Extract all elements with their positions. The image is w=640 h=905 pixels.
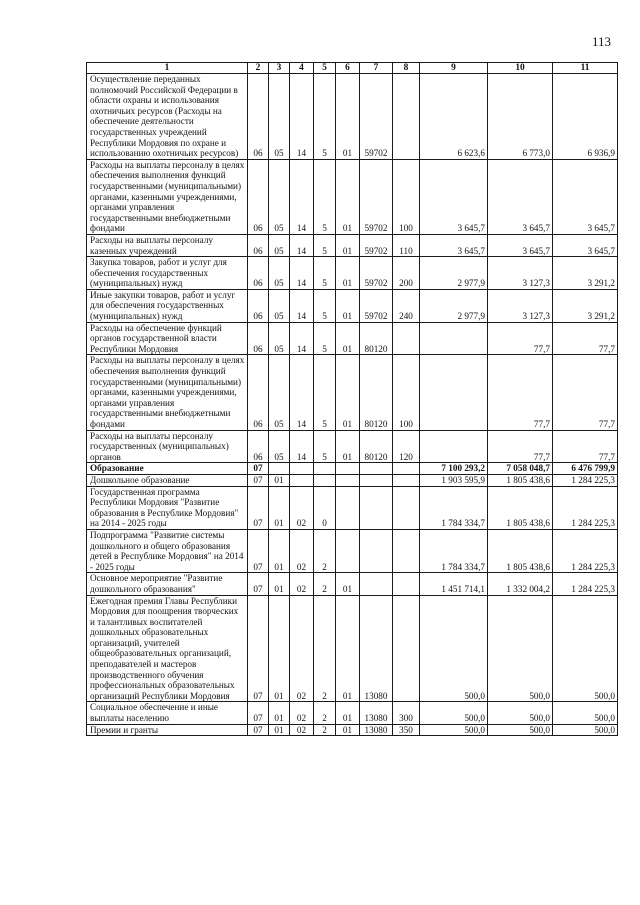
code-cell: 07 bbox=[248, 486, 269, 529]
amount-cell: 500,0 bbox=[420, 702, 488, 724]
code-cell: 05 bbox=[269, 159, 290, 234]
code-cell: 01 bbox=[269, 702, 290, 724]
code-cell: 01 bbox=[336, 74, 360, 160]
code-cell: 01 bbox=[269, 724, 290, 736]
code-cell: 01 bbox=[269, 529, 290, 572]
table-row bbox=[87, 573, 618, 595]
table-row bbox=[87, 595, 618, 702]
table-row bbox=[87, 463, 618, 475]
code-cell: 02 bbox=[290, 724, 314, 736]
header-cell: 10 bbox=[488, 63, 553, 74]
code-cell bbox=[336, 529, 360, 572]
code-cell: 06 bbox=[248, 289, 269, 322]
code-cell: 05 bbox=[269, 430, 290, 463]
code-cell: 13080 bbox=[360, 724, 393, 736]
amount-cell: 500,0 bbox=[420, 595, 488, 702]
code-cell: 01 bbox=[336, 322, 360, 355]
amount-cell: 1 451 714,1 bbox=[420, 573, 488, 595]
code-cell: 100 bbox=[393, 159, 420, 234]
code-cell: 07 bbox=[248, 724, 269, 736]
table-row bbox=[87, 322, 618, 355]
amount-cell: 77,7 bbox=[553, 355, 618, 430]
code-cell: 01 bbox=[336, 289, 360, 322]
code-cell: 80120 bbox=[360, 355, 393, 430]
header-cell: 11 bbox=[553, 63, 618, 74]
amount-cell: 6 476 799,9 bbox=[553, 463, 618, 475]
code-cell bbox=[336, 474, 360, 486]
amount-cell bbox=[420, 322, 488, 355]
code-cell bbox=[393, 529, 420, 572]
row-name-cell: Премии и гранты bbox=[87, 724, 248, 736]
code-cell: 5 bbox=[314, 355, 336, 430]
code-cell: 01 bbox=[336, 595, 360, 702]
code-cell: 07 bbox=[248, 702, 269, 724]
code-cell: 07 bbox=[248, 463, 269, 475]
amount-cell: 6 623,6 bbox=[420, 74, 488, 160]
code-cell bbox=[360, 463, 393, 475]
code-cell: 02 bbox=[290, 486, 314, 529]
header-cell: 9 bbox=[420, 63, 488, 74]
amount-cell: 77,7 bbox=[553, 430, 618, 463]
code-cell: 59702 bbox=[360, 289, 393, 322]
code-cell: 2 bbox=[314, 702, 336, 724]
code-cell: 80120 bbox=[360, 322, 393, 355]
code-cell: 14 bbox=[290, 430, 314, 463]
row-name-cell: Закупка товаров, работ и услуг для обеспечения государственных (муниципальных) нужд bbox=[87, 257, 248, 290]
code-cell: 01 bbox=[336, 257, 360, 290]
code-cell: 01 bbox=[269, 486, 290, 529]
code-cell bbox=[360, 529, 393, 572]
table-row bbox=[87, 257, 618, 290]
code-cell: 2 bbox=[314, 595, 336, 702]
header-cell: 5 bbox=[314, 63, 336, 74]
code-cell: 05 bbox=[269, 257, 290, 290]
code-cell: 14 bbox=[290, 257, 314, 290]
code-cell: 01 bbox=[269, 474, 290, 486]
amount-cell: 3 291,2 bbox=[553, 289, 618, 322]
code-cell: 5 bbox=[314, 257, 336, 290]
code-cell: 06 bbox=[248, 355, 269, 430]
code-cell: 01 bbox=[336, 355, 360, 430]
table-header-row bbox=[87, 63, 618, 74]
row-name-cell: Социальное обеспечение и иные выплаты населению bbox=[87, 702, 248, 724]
amount-cell: 1 332 004,2 bbox=[488, 573, 553, 595]
amount-cell bbox=[420, 430, 488, 463]
code-cell bbox=[393, 595, 420, 702]
budget-table bbox=[86, 62, 618, 736]
code-cell: 06 bbox=[248, 430, 269, 463]
code-cell bbox=[269, 463, 290, 475]
code-cell: 01 bbox=[336, 724, 360, 736]
code-cell bbox=[393, 74, 420, 160]
code-cell: 05 bbox=[269, 289, 290, 322]
code-cell: 07 bbox=[248, 573, 269, 595]
code-cell: 2 bbox=[314, 573, 336, 595]
code-cell bbox=[314, 474, 336, 486]
code-cell: 200 bbox=[393, 257, 420, 290]
code-cell: 14 bbox=[290, 289, 314, 322]
amount-cell: 500,0 bbox=[553, 702, 618, 724]
code-cell bbox=[393, 474, 420, 486]
code-cell: 14 bbox=[290, 355, 314, 430]
table-row bbox=[87, 74, 618, 160]
code-cell bbox=[360, 486, 393, 529]
row-name-cell: Дошкольное образование bbox=[87, 474, 248, 486]
code-cell: 01 bbox=[336, 234, 360, 256]
code-cell: 05 bbox=[269, 355, 290, 430]
amount-cell: 500,0 bbox=[488, 724, 553, 736]
amount-cell: 3 127,3 bbox=[488, 257, 553, 290]
code-cell: 350 bbox=[393, 724, 420, 736]
code-cell: 05 bbox=[269, 74, 290, 160]
code-cell: 14 bbox=[290, 159, 314, 234]
header-cell: 3 bbox=[269, 63, 290, 74]
row-name-cell: Основное мероприятие "Развитие дошкольного образования" bbox=[87, 573, 248, 595]
table-row bbox=[87, 724, 618, 736]
page-number: 113 bbox=[592, 34, 612, 49]
code-cell: 06 bbox=[248, 159, 269, 234]
code-cell: 13080 bbox=[360, 702, 393, 724]
code-cell: 59702 bbox=[360, 234, 393, 256]
row-name-cell: Образование bbox=[87, 463, 248, 475]
amount-cell: 1 784 334,7 bbox=[420, 529, 488, 572]
amount-cell: 7 058 048,7 bbox=[488, 463, 553, 475]
code-cell: 2 bbox=[314, 724, 336, 736]
code-cell: 06 bbox=[248, 74, 269, 160]
amount-cell: 2 977,9 bbox=[420, 257, 488, 290]
amount-cell bbox=[420, 355, 488, 430]
table-row bbox=[87, 702, 618, 724]
table-row bbox=[87, 474, 618, 486]
row-name-cell: Государственная программа Республики Мордовия "Развитие образования в Республике Мордовия" на 2014 - 2025 годы bbox=[87, 486, 248, 529]
code-cell: 13080 bbox=[360, 595, 393, 702]
code-cell: 59702 bbox=[360, 74, 393, 160]
table-row bbox=[87, 159, 618, 234]
amount-cell: 1 805 438,6 bbox=[488, 474, 553, 486]
code-cell bbox=[360, 474, 393, 486]
code-cell: 14 bbox=[290, 74, 314, 160]
header-cell: 4 bbox=[290, 63, 314, 74]
code-cell: 07 bbox=[248, 474, 269, 486]
amount-cell: 1 284 225,3 bbox=[553, 529, 618, 572]
row-name-cell: Расходы на выплаты персоналу в целях обеспечения выполнения функций государственными (муниципальными) органами, казенными учреждениями, органами управления государственными внебюджетными фондами bbox=[87, 159, 248, 234]
code-cell: 06 bbox=[248, 322, 269, 355]
code-cell: 240 bbox=[393, 289, 420, 322]
amount-cell: 3 645,7 bbox=[488, 234, 553, 256]
amount-cell: 7 100 293,2 bbox=[420, 463, 488, 475]
code-cell: 2 bbox=[314, 529, 336, 572]
table-body bbox=[87, 63, 618, 736]
amount-cell: 1 784 334,7 bbox=[420, 486, 488, 529]
row-name-cell: Иные закупки товаров, работ и услуг для обеспечения государственных (муниципальных) нужд bbox=[87, 289, 248, 322]
amount-cell: 1 903 595,9 bbox=[420, 474, 488, 486]
table-row bbox=[87, 529, 618, 572]
amount-cell: 500,0 bbox=[553, 724, 618, 736]
code-cell: 01 bbox=[336, 702, 360, 724]
code-cell: 05 bbox=[269, 234, 290, 256]
code-cell: 5 bbox=[314, 322, 336, 355]
code-cell: 5 bbox=[314, 234, 336, 256]
amount-cell: 3 291,2 bbox=[553, 257, 618, 290]
code-cell: 02 bbox=[290, 702, 314, 724]
code-cell bbox=[393, 573, 420, 595]
amount-cell: 500,0 bbox=[488, 702, 553, 724]
amount-cell: 6 773,0 bbox=[488, 74, 553, 160]
code-cell bbox=[393, 486, 420, 529]
code-cell: 300 bbox=[393, 702, 420, 724]
code-cell bbox=[314, 463, 336, 475]
code-cell bbox=[336, 486, 360, 529]
amount-cell: 3 645,7 bbox=[553, 159, 618, 234]
table-row bbox=[87, 289, 618, 322]
code-cell bbox=[290, 463, 314, 475]
header-cell: 6 bbox=[336, 63, 360, 74]
amount-cell: 500,0 bbox=[553, 595, 618, 702]
header-cell: 8 bbox=[393, 63, 420, 74]
table-row bbox=[87, 430, 618, 463]
row-name-cell: Расходы на выплаты персоналу в целях обеспечения выполнения функций государственными (муниципальными) органами, казенными учреждениями, органами управления государственными внебюджетными фондами bbox=[87, 355, 248, 430]
code-cell: 02 bbox=[290, 529, 314, 572]
amount-cell: 1 805 438,6 bbox=[488, 486, 553, 529]
header-cell: 1 bbox=[87, 63, 248, 74]
code-cell: 01 bbox=[336, 573, 360, 595]
amount-cell: 77,7 bbox=[488, 322, 553, 355]
code-cell: 02 bbox=[290, 573, 314, 595]
code-cell bbox=[393, 463, 420, 475]
code-cell bbox=[290, 474, 314, 486]
amount-cell: 3 645,7 bbox=[488, 159, 553, 234]
code-cell: 14 bbox=[290, 234, 314, 256]
code-cell: 01 bbox=[336, 430, 360, 463]
code-cell: 5 bbox=[314, 430, 336, 463]
amount-cell: 2 977,9 bbox=[420, 289, 488, 322]
code-cell: 05 bbox=[269, 322, 290, 355]
code-cell: 02 bbox=[290, 595, 314, 702]
row-name-cell: Ежегодная премия Главы Республики Мордовия для поощрения творческих и талантливых воспитателей дошкольных образовательных организаций, учителей общеобразовательных организаций, преподавателей и мастеров производственного обучения профессиональных образовательных организаций Республики Мордовия bbox=[87, 595, 248, 702]
amount-cell: 500,0 bbox=[420, 724, 488, 736]
code-cell: 14 bbox=[290, 322, 314, 355]
amount-cell: 1 284 225,3 bbox=[553, 486, 618, 529]
amount-cell: 3 645,7 bbox=[420, 234, 488, 256]
amount-cell: 1 284 225,3 bbox=[553, 474, 618, 486]
code-cell: 06 bbox=[248, 257, 269, 290]
code-cell: 110 bbox=[393, 234, 420, 256]
amount-cell: 6 936,9 bbox=[553, 74, 618, 160]
code-cell: 07 bbox=[248, 595, 269, 702]
amount-cell: 3 645,7 bbox=[553, 234, 618, 256]
code-cell: 5 bbox=[314, 159, 336, 234]
amount-cell: 77,7 bbox=[488, 355, 553, 430]
code-cell: 01 bbox=[269, 595, 290, 702]
code-cell: 80120 bbox=[360, 430, 393, 463]
row-name-cell: Расходы на выплаты персоналу государственных (муниципальных) органов bbox=[87, 430, 248, 463]
code-cell: 01 bbox=[336, 159, 360, 234]
header-cell: 7 bbox=[360, 63, 393, 74]
code-cell: 5 bbox=[314, 74, 336, 160]
amount-cell: 1 805 438,6 bbox=[488, 529, 553, 572]
code-cell: 59702 bbox=[360, 257, 393, 290]
table-row bbox=[87, 355, 618, 430]
code-cell: 06 bbox=[248, 234, 269, 256]
code-cell: 120 bbox=[393, 430, 420, 463]
row-name-cell: Расходы на обеспечение функций органов государственной власти Республики Мордовия bbox=[87, 322, 248, 355]
table-row bbox=[87, 486, 618, 529]
amount-cell: 3 645,7 bbox=[420, 159, 488, 234]
code-cell: 01 bbox=[269, 573, 290, 595]
amount-cell: 77,7 bbox=[488, 430, 553, 463]
row-name-cell: Подпрограмма "Развитие системы дошкольного и общего образования детей в Республике Мордовия" на 2014 - 2025 годы bbox=[87, 529, 248, 572]
code-cell bbox=[393, 322, 420, 355]
code-cell: 0 bbox=[314, 486, 336, 529]
code-cell bbox=[336, 463, 360, 475]
table-row bbox=[87, 234, 618, 256]
amount-cell: 3 127,3 bbox=[488, 289, 553, 322]
code-cell: 07 bbox=[248, 529, 269, 572]
code-cell bbox=[360, 573, 393, 595]
header-cell: 2 bbox=[248, 63, 269, 74]
code-cell: 5 bbox=[314, 289, 336, 322]
code-cell: 100 bbox=[393, 355, 420, 430]
code-cell: 59702 bbox=[360, 159, 393, 234]
amount-cell: 1 284 225,3 bbox=[553, 573, 618, 595]
row-name-cell: Осуществление переданных полномочий Российской Федерации в области охраны и использования охотничьих ресурсов (Расходы на обеспечение деятельности государственных учреждений Республики Мордовия по охране и использованию охотничьих ресурсов) bbox=[87, 74, 248, 160]
amount-cell: 77,7 bbox=[553, 322, 618, 355]
amount-cell: 500,0 bbox=[488, 595, 553, 702]
row-name-cell: Расходы на выплаты персоналу казенных учреждений bbox=[87, 234, 248, 256]
